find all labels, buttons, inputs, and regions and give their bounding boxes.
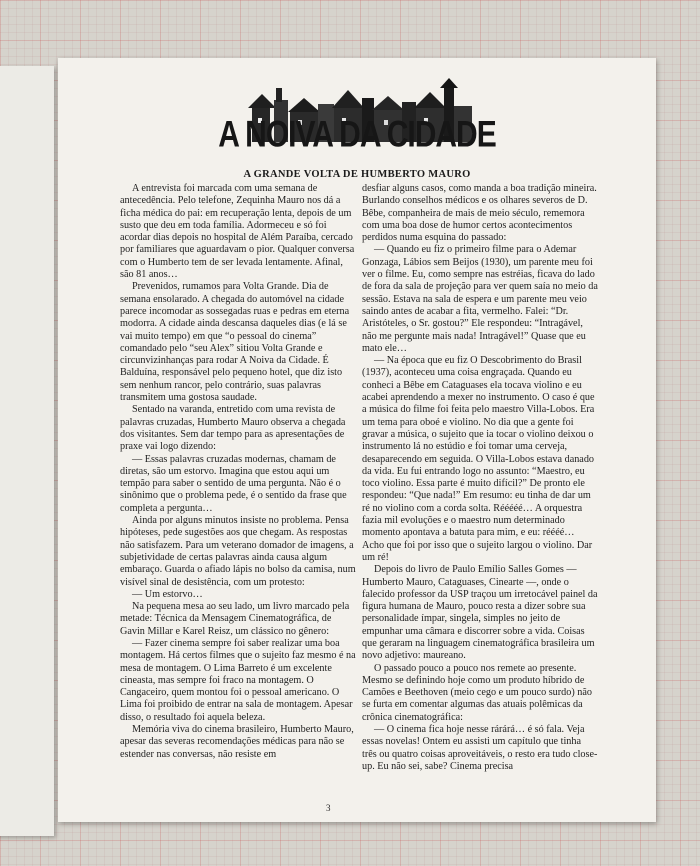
paragraph: Sentado na varanda, entretido com uma revista de palavras cruzadas, Humberto Mauro observa a chegada dos visitantes. Sem dar tempo para as apresentações de praxe vai logo dizendo:: [120, 404, 346, 453]
page-title: A NOIVA DA CIDADE: [218, 114, 496, 156]
paragraph: — Quando eu fiz o primeiro filme para o Ademar Gonzaga, Lábios sem Beijos (1930), um parente meu foi ver o filme. Eu, como sempre nas estréias, ficava do lado de fora da sala de projeção para ver quem saía no meio da sessão. Estava na sala de espera e um parente meu veio saindo antes de acabar a fita, vermelho. Falei: “Dr. Aristóteles, o Sr. gostou?” Ele respondeu: “Intragável, não me pergunte mais nada! Intragável!” Quase que eu mato ele…: [362, 244, 598, 354]
paragraph: O passado pouco a pouco nos remete ao presente. Mesmo se definindo hoje como um produto híbrido de Camões e Beethoven (meio cego e um pouco surdo) não se furta em comentar algumas das atuais polêmicas da crônica cinematográfica:: [362, 662, 592, 723]
paragraph: A entrevista foi marcada com uma semana de antecedência. Pelo telefone, Zequinha Mauro nos dá a ficha médica do pai: em recuperação lenta, depois de um susto que deu em toda família. Adormeceu e só foi acordar dias depois no hospital de Além Paraíba, cercado por familiares que aguardavam o pior. Qualquer conversa com o Humberto tem de ser levada lentamente. Afinal, são 81 anos…: [120, 183, 355, 281]
paragraph: — Essas palavras cruzadas modernas, chamam de diretas, são um estorvo. Imagina que estou aqui um tempão para saber o sentido de uma pergunta. Não é o sinônimo que o problema pede, é o sentido da frase que completa a pergunta…: [120, 453, 347, 514]
left-column: [120, 183, 356, 761]
paragraph: Ainda por alguns minutos insiste no problema. Pensa hipóteses, pede sugestões aos que chegam. As respostas não satisfazem. Para um veterano domador de imagens, a subjetividade de certas palavras ainda causa algum embaraço. Guarda o afiado lápis no bolso da camisa, num visível sinal de desistência, com um protesto:: [120, 515, 356, 588]
paragraph: — O cinema fica hoje nesse rárárá… é só fala. Veja essas novelas! Ontem eu assisti um capítulo que tinha três ou quatro coisas aproveitáveis, o resto era tudo close-up. Eu não sei, sabe? Cinema precisa: [362, 724, 598, 772]
paragraph: — Fazer cinema sempre foi saber realizar uma boa montagem. Há certos filmes que o sujeito faz mesmo é na mesa de montagem. O Lima Barreto é um excelente cineasta, mas sempre foi fraco na montagem. O Cangaceiro, quem montou foi o pessoal americano. O Lima foi proibido de entrar na sala de montagem. Apesar disso, o resultado foi aquela beleza.: [120, 637, 356, 723]
paragraph: Prevenidos, rumamos para Volta Grande. Dia de semana ensolarado. A chegada do automóvel na cidade parece incomodar as sossegadas ruas e pedras em eterna modorra. A cidade ainda descansa daqueles dias (e lá se vai muito tempo) em que “o pessoal do cinema” comandado pelo “seu Alex” sitiou Volta Grande e circunvizinhanças para rodar A Noiva da Cidade. É Balduína, responsável pelo pequeno hotel, que diz isto sem nenhum rancor, pelo contrário, suas palavras transmitem uma gostosa saudade.: [120, 281, 350, 404]
paragraph: Depois do livro de Paulo Emílio Salles Gomes — Humberto Mauro, Cataguases, Cinearte —, onde o falecido professor da USP traçou um irretocável painel da figura humana de Mauro, pouco resta a dizer sobre sua personalidade ímpar, singela, simples no jeito de empunhar uma câmara e discorrer sobre a vida. Coisas que geraram na linguagem cinematográfica brasileira um novo adjetivo: maureano.: [362, 564, 598, 662]
paragraph: — Na época que eu fiz O Descobrimento do Brasil (1937), aconteceu uma coisa engraçada. Quando eu conheci a Bêbe em Cataguases ela tocava violino e eu acabei aprendendo a mexer no instrumento. O caso é que a música do filme foi feita pelo maestro Villa-Lobos. Era um tema para oboé e violino. No dia que a gente foi gravar a música, o sujeito que ia tocar o violino deixou o instrumento lá no estúdio e foi tomar uma cerveja, desaparecendo em seguida. O Villa-Lobos estava danado da vida. Eu fui entrando logo no assunto: “Maestro, eu toco violino. Essa parte é muito difícil?” De pronto ele respondeu: “Que nada!” Em resumo: eu tinha de dar um ré no violino com a corda solta. Rééééé… A orquestra fazia mil evoluções e o maestro num determinado momento apontava a batuta para mim, e eu: réééé… Acho que foi por isso que o sujeito largou o violino. Dar um ré!: [362, 355, 595, 563]
right-column: [362, 183, 598, 773]
page-number: 3: [326, 803, 331, 813]
magazine-page: [58, 58, 656, 822]
paragraph: Na pequena mesa ao seu lado, um livro marcado pela metade: Técnica da Mensagem Cinematográfica, de Gavin Millar e Karel Reisz, um clássico no gênero:: [120, 601, 350, 637]
paragraph: Memória viva do cinema brasileiro, Humberto Mauro, apesar das severas recomendações médicas para não se estender nas conversas, não resiste em: [120, 724, 354, 760]
underlying-page: [0, 66, 54, 836]
paragraph: — Um estorvo…: [132, 588, 203, 600]
article-subtitle: A GRANDE VOLTA DE HUMBERTO MAURO: [243, 169, 471, 180]
paragraph: desfiar alguns casos, como manda a boa tradição mineira. Burlando conselhos médicos e os olhares severos de D. Bêbe, companheira de mais de meio século, rememora com uma boa dose de humor certos acontecimentos perdidos numa esquina do passado:: [362, 183, 597, 244]
